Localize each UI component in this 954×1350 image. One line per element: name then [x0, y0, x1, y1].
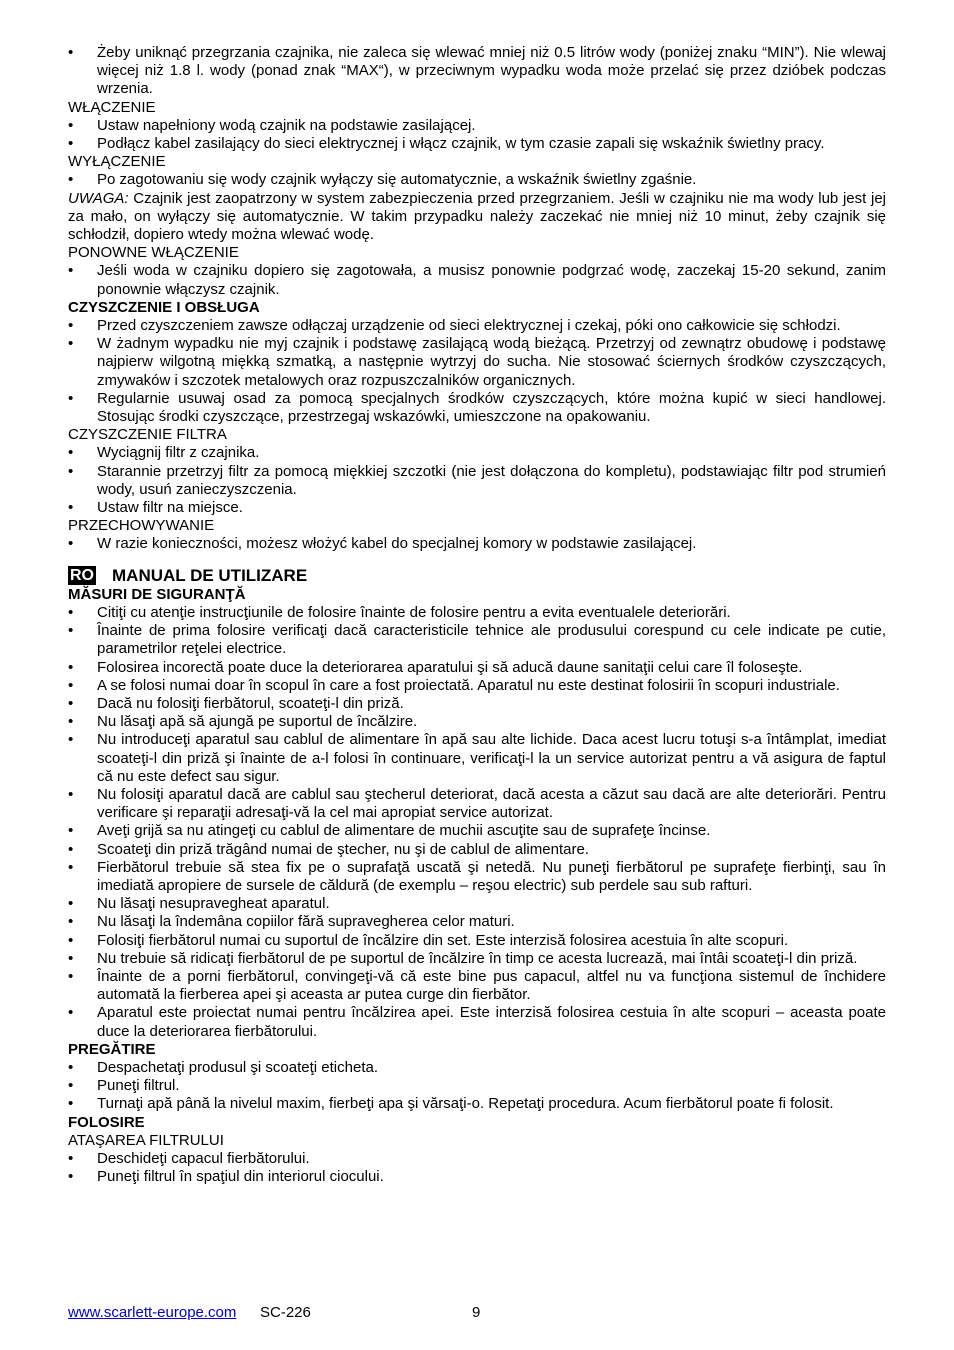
bullet-list	[68, 604, 886, 1041]
list-item	[68, 335, 886, 390]
list-item-text: Fierbătorul trebuie să stea fix pe o suprafaţă uscată şi netedă. Nu puneţi fierbătorul pe suprafeţe fierbinţi, sau în imediată apropiere de sursele de căldură (de exemplu – reşou electric) sub perdele sau sub rafturi.	[97, 858, 886, 894]
list-item	[68, 117, 886, 135]
section-heading-wlaczenie: WŁĄCZENIE	[68, 98, 156, 116]
list-item-text: Citiţi cu atenţie instrucţiunile de folosire înainte de folosire pentru a evita eventualele deteriorări.	[97, 603, 731, 621]
list-item-text: Aparatul este proiectat numai pentru încălzirea apei. Este interzisă folosirea cestuia în alte scopuri – aceasta poate duce la deteriorarea fierbătorului.	[97, 1004, 886, 1040]
bullet-icon: •	[68, 858, 74, 876]
list-item-text: Despachetaţi produsul şi scoateţi eticheta.	[97, 1058, 378, 1076]
bullet-icon: •	[68, 1168, 74, 1186]
list-item	[68, 1095, 886, 1113]
list-item-text: W razie konieczności, możesz włożyć kabel do specjalnej komory w podstawie zasilającej.	[97, 535, 697, 553]
list-item-text: Turnaţi apă până la nivelul maxim, fierbeţi apa şi vărsaţi-o. Repetaţi procedura. Acum fierbătorul poate fi folosit.	[97, 1095, 834, 1113]
list-item-text: Nu lăsaţi la îndemâna copiilor fără supravegherea celor maturi.	[97, 913, 515, 931]
bullet-icon: •	[68, 785, 74, 803]
section-heading-wylaczenie: WYŁĄCZENIE	[68, 153, 166, 171]
list-item	[68, 1150, 886, 1168]
list-item	[68, 950, 886, 968]
list-item	[68, 499, 886, 517]
bullet-icon: •	[68, 1095, 74, 1113]
bullet-icon: •	[68, 895, 74, 913]
list-item-text: Dacă nu folosiţi fierbătorul, scoateţi-l din priză.	[97, 694, 404, 712]
list-item	[68, 659, 886, 677]
bullet-icon: •	[68, 822, 74, 840]
bullet-list	[68, 44, 886, 99]
bullet-icon: •	[68, 116, 74, 134]
list-item-text: Nu lăsaţi nesupravegheat aparatul.	[97, 895, 330, 913]
list-item	[68, 713, 886, 731]
list-item-text: Deschideţi capacul fierbătorului.	[97, 1149, 310, 1167]
list-item	[68, 695, 886, 713]
list-item	[68, 463, 886, 499]
list-item	[68, 1168, 886, 1186]
warning-label: UWAGA:	[68, 189, 129, 207]
bullet-icon: •	[68, 1077, 74, 1095]
subheading-atasarea-filtrului: ATAŞAREA FILTRULUI	[68, 1131, 224, 1149]
list-item-text: Wyciągnij filtr z czajnika.	[97, 444, 260, 462]
list-item-text: Ustaw filtr na miejsce.	[97, 499, 243, 517]
bullet-icon: •	[68, 462, 74, 480]
bullet-list	[68, 444, 886, 517]
list-item	[68, 135, 886, 153]
bullet-list	[68, 535, 886, 553]
bullet-list	[68, 117, 886, 153]
bullet-icon: •	[68, 1149, 74, 1167]
manual-title: MANUAL DE UTILIZARE	[112, 565, 308, 585]
list-item-text: Puneţi filtrul în spaţiul din interiorul ciocului.	[97, 1168, 384, 1186]
bullet-icon: •	[68, 603, 74, 621]
bullet-icon: •	[68, 44, 74, 61]
list-item	[68, 786, 886, 822]
list-item	[68, 822, 886, 840]
bullet-list	[68, 317, 886, 426]
warning-text: Czajnik jest zaopatrzony w system zabezpieczenia przed przegrzaniem. Jeśli w czajniku nie ma wody lub jest jej za mało, on wyłączy się automatycznie. W takim przypadku należy zaczekać nie mniej niż 10 minut, żeby czajnik się schłodził, dopiero wtedy można wlewać wodę.	[68, 189, 886, 244]
list-item-text: Ustaw napełniony wodą czajnik na podstawie zasilającej.	[97, 116, 476, 134]
bullet-icon: •	[68, 931, 74, 949]
list-item-text: Po zagotowaniu się wody czajnik wyłączy się automatycznie, a wskaźnik świetlny zgaśnie.	[97, 171, 697, 189]
list-item-text: Înainte de prima folosire verificaţi dacă caracteristicile tehnice ale produsului corespund cu cele indicate pe cutie, parametrilor reţelei electrice.	[97, 622, 886, 658]
list-item-text: Nu introduceţi aparatul sau cablul de alimentare în apă sau alte lichide. Daca acest lucru totuşi s-a întâmplat, imediat scoateţi-l din priză şi înainte de a-l folosi în continuare, verificaţi-l la un service autorizat pentru a vă asigura de faptul că nu este defect sau sigur.	[97, 731, 886, 785]
website-link[interactable]: www.scarlett-europe.com	[68, 1304, 237, 1321]
bullet-icon: •	[68, 262, 74, 280]
list-item-text: Înainte de a porni fierbătorul, convingeţi-vă că este bine pus capacul, altfel nu va funcţiona sistemul de închidere automată la fierberea apei şi aceasta ar putea curge din fierbător.	[97, 967, 886, 1004]
model-number: SC-226	[260, 1304, 311, 1321]
list-item	[68, 859, 886, 895]
bullet-icon: •	[68, 444, 74, 462]
bullet-icon: •	[68, 949, 74, 967]
bullet-icon: •	[68, 694, 74, 712]
bullet-icon: •	[68, 535, 74, 553]
list-item	[68, 390, 886, 426]
list-item	[68, 1004, 886, 1040]
bullet-icon: •	[68, 389, 74, 407]
bullet-icon: •	[68, 913, 74, 931]
list-item	[68, 968, 886, 1004]
list-item	[68, 677, 886, 695]
bullet-list	[68, 1150, 886, 1186]
bullet-list	[68, 171, 886, 189]
list-item-text: Folosirea incorectă poate duce la deteriorarea aparatului şi să aducă daune sanitaţii celui care îl foloseşte.	[97, 658, 803, 676]
list-item-text: Nu lăsaţi apă să ajungă pe suportul de încălzire.	[97, 713, 418, 731]
bullet-icon: •	[68, 713, 74, 731]
list-item	[68, 444, 886, 462]
list-item-text: Jeśli woda w czajniku dopiero się zagotowała, a musisz ponownie podgrzać wodę, zaczekaj 15-20 sekund, zanim ponownie włączysz czajnik.	[97, 262, 886, 298]
bullet-icon: •	[68, 658, 74, 676]
bullet-icon: •	[68, 135, 74, 153]
bullet-icon: •	[68, 171, 74, 189]
page-number: 9	[472, 1304, 481, 1321]
bullet-icon: •	[68, 335, 74, 353]
list-item-text: Aveţi grijă sa nu atingeţi cu cablul de alimentare de muchii ascuţite sau de suprafeţe încinse.	[97, 822, 711, 840]
list-item-text: Starannie przetrzyj filtr za pomocą miękkiej szczotki (nie jest dołączona do kompletu), podstawiając filtr pod strumień wody, usuń zanieczyszczenia.	[97, 462, 886, 498]
list-item-text: Scoateţi din priză trăgând numai de ştecher, nu şi de cablul de alimentare.	[97, 840, 589, 858]
list-item	[68, 841, 886, 859]
bullet-icon: •	[68, 1004, 74, 1022]
bullet-icon: •	[68, 840, 74, 858]
bullet-icon: •	[68, 622, 74, 640]
list-item-text: Nu trebuie să ridicaţi fierbătorul de pe suportul de încălzire în timp ce acesta lucrează, mai întâi scoateţi-l din priză.	[97, 949, 858, 967]
list-item	[68, 622, 886, 658]
bullet-icon: •	[68, 967, 74, 985]
list-item-text: Przed czyszczeniem zawsze odłączaj urządzenie od sieci elektrycznej i czekaj, póki ono całkowicie się schłodzi.	[97, 317, 841, 335]
list-item	[68, 895, 886, 913]
list-item-text: Folosiţi fierbătorul numai cu suportul de încălzire din set. Este interzisă folosirea acestuia în alte scopuri.	[97, 931, 789, 949]
section-heading-filtr: CZYSZCZENIE FILTRA	[68, 426, 227, 444]
list-item	[68, 535, 886, 553]
page-footer	[68, 1304, 886, 1324]
section-heading-masuri: MĂSURI DE SIGURANŢĂ	[68, 585, 246, 603]
list-item	[68, 604, 886, 622]
list-item-text: Nu folosiţi aparatul dacă are cablul sau ştecherul deteriorat, dacă acesta a căzut sau dacă are alte deteriorări. Pentru verificare şi reparaţii adresaţi-vă la cel mai apropiat service autorizat.	[97, 785, 886, 822]
section-heading-pregatire: PREGĂTIRE	[68, 1040, 156, 1058]
list-item-text: Żeby uniknąć przegrzania czajnika, nie zaleca się wlewać mniej niż 0.5 litrów wody (poniżej znaku “MIN”). Nie wlewaj więcej niż 1.8 l. wody (ponad znak “MAX“), w przeciwnym wypadku woda może przelać się przez dzióbek podczas wrzenia.	[97, 44, 886, 98]
bullet-icon: •	[68, 731, 74, 749]
list-item-text: W żadnym wypadku nie myj czajnik i podstawę zasilającą wodą bieżącą. Przetrzyj od zewnątrz obudowę i podstawę najpierw wilgotną miękką szmatką, a następnie wytrzyj do sucha. Nie stosować ściernych środków czyszczących, zmywaków i szczotek metalowych oraz rozpuszczalników organicznych.	[97, 335, 886, 389]
bullet-icon: •	[68, 499, 74, 517]
list-item	[68, 171, 886, 189]
language-section-title	[68, 566, 886, 586]
list-item	[68, 731, 886, 786]
section-heading-przechowywanie: PRZECHOWYWANIE	[68, 517, 215, 535]
list-item-text: Podłącz kabel zasilający do sieci elektrycznej i włącz czajnik, w tym czasie zapali się wskaźnik świetlny pracy.	[97, 135, 825, 153]
list-item-text: Puneţi filtrul.	[97, 1077, 180, 1095]
language-badge: RO	[70, 567, 94, 585]
list-item-text: Regularnie usuwaj osad za pomocą specjalnych środków czyszczących, które można kupić w sieci handlowej. Stosując środki czyszczące, przestrzegaj wskazówki, umieszczone na opakowaniu.	[97, 389, 886, 426]
section-heading-ponowne: PONOWNE WŁĄCZENIE	[68, 244, 239, 262]
section-heading-folosire: FOLOSIRE	[68, 1113, 145, 1131]
bullet-list	[68, 1059, 886, 1114]
list-item	[68, 262, 886, 298]
bullet-list	[68, 262, 886, 298]
list-item	[68, 317, 886, 335]
list-item	[68, 44, 886, 99]
list-item	[68, 932, 886, 950]
warning-note	[68, 190, 886, 245]
section-heading-czyszczenie: CZYSZCZENIE I OBSŁUGA	[68, 298, 260, 316]
list-item	[68, 1077, 886, 1095]
bullet-icon: •	[68, 317, 74, 335]
list-item-text: A se folosi numai doar în scopul în care a fost proiectată. Aparatul nu este destinat folosirii în scopuri industriale.	[97, 676, 840, 694]
list-item	[68, 1059, 886, 1077]
bullet-icon: •	[68, 1058, 74, 1076]
page-content	[68, 44, 886, 1186]
list-item	[68, 913, 886, 931]
bullet-icon: •	[68, 676, 74, 694]
